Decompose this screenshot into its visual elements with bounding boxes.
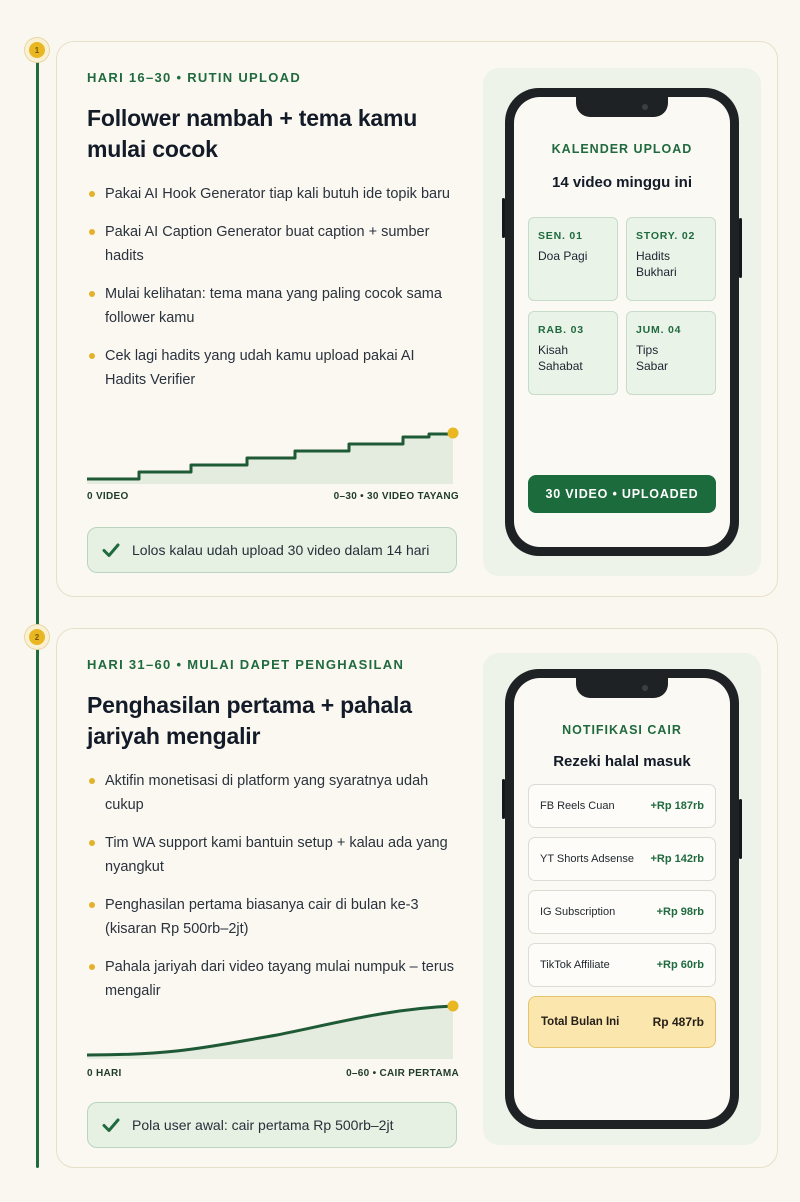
progress-step-chart: [87, 422, 459, 486]
chart-start-label: 0 HARI: [87, 1068, 122, 1079]
calendar-topic: Hadits Bukhari: [636, 249, 677, 279]
total-amount: Rp 487rb: [652, 1015, 704, 1029]
list-item: Pahala jariyah dari video tayang mulai numpuk – terus mengalir: [87, 955, 459, 1003]
check-icon: [102, 541, 120, 559]
calendar-topic: Tips Sabar: [636, 343, 669, 373]
payout-list: [528, 784, 716, 996]
pass-criteria-text: Pola user awal: cair pertama Rp 500rb–2jt: [132, 1117, 394, 1133]
screen-eyebrow: NOTIFIKASI CAIR: [562, 723, 682, 737]
chart-area: [87, 1006, 453, 1059]
calendar-topic: Kisah Sahabat: [538, 343, 583, 373]
calendar-day[interactable]: [626, 311, 716, 395]
phone-panel: [483, 68, 761, 576]
chart-end-dot: [448, 1001, 459, 1012]
payout-source: YT Shorts Adsense: [540, 853, 634, 865]
screen-eyebrow: KALENDER UPLOAD: [551, 142, 693, 156]
payout-row[interactable]: [528, 784, 716, 828]
screen-title: 14 video minggu ini: [551, 174, 693, 191]
calendar-day[interactable]: [626, 217, 716, 301]
pass-criteria-box: [87, 527, 457, 573]
stage-2-text: [87, 657, 459, 1017]
phone-notch: [576, 97, 668, 117]
calendar-day-label: RAB. 03: [538, 324, 584, 336]
payout-source: FB Reels Cuan: [540, 800, 615, 812]
pass-criteria-text: Lolos kalau udah upload 30 video dalam 14 hari: [132, 542, 430, 558]
income-growth-chart: [87, 997, 459, 1061]
payout-row[interactable]: [528, 837, 716, 881]
payout-amount: +Rp 98rb: [656, 906, 704, 918]
phone-notch: [576, 678, 668, 698]
list-item: Pakai AI Hook Generator tiap kali butuh ide topik baru: [87, 182, 459, 206]
list-item: Aktifin monetisasi di platform yang syaratnya udah cukup: [87, 769, 459, 817]
phone-mockup: [505, 88, 739, 556]
timeline-marker-1: 1: [25, 38, 49, 62]
total-label: Total Bulan Ini: [541, 1016, 620, 1028]
calendar-day-label: STORY. 02: [636, 230, 696, 242]
list-item: Pakai AI Caption Generator buat caption + sumber hadits: [87, 220, 459, 268]
uploaded-button[interactable]: 30 VIDEO • UPLOADED: [528, 475, 716, 513]
calendar-topic: Doa Pagi: [538, 249, 588, 263]
stage-card-2: [56, 628, 778, 1168]
screen-title: Rezeki halal masuk: [553, 753, 691, 770]
timeline-line: [36, 50, 39, 1168]
stage-1-text: [87, 70, 459, 406]
stage-eyebrow: HARI 31–60 • MULAI DAPET PENGHASILAN: [87, 657, 405, 672]
bullet-list: [87, 182, 459, 392]
chart-axis-labels: [87, 491, 459, 502]
payout-source: IG Subscription: [540, 906, 616, 918]
chart-axis-labels: [87, 1068, 459, 1079]
bullet-list: [87, 769, 459, 1003]
chart-end-label: 0–60 • CAIR PERTAMA: [346, 1068, 459, 1079]
payout-source: TikTok Affiliate: [540, 959, 610, 971]
payout-row[interactable]: [528, 943, 716, 987]
stage-card-1: [56, 41, 778, 597]
chart-end-label: 0–30 • 30 VIDEO TAYANG: [333, 491, 459, 502]
list-item: Cek lagi hadits yang udah kamu upload pakai AI Hadits Verifier: [87, 344, 459, 392]
payout-amount: +Rp 187rb: [650, 800, 704, 812]
monthly-total-box: [528, 996, 716, 1048]
phone-panel: [483, 653, 761, 1145]
phone-screen: [514, 97, 730, 547]
calendar-day-label: JUM. 04: [636, 324, 682, 336]
chart-end-dot: [448, 428, 459, 439]
calendar-day[interactable]: [528, 217, 618, 301]
list-item: Mulai kelihatan: tema mana yang paling cocok sama follower kamu: [87, 282, 459, 330]
list-item: Penghasilan pertama biasanya cair di bulan ke-3 (kisaran Rp 500rb–2jt): [87, 893, 459, 941]
timeline-marker-2: 2: [25, 625, 49, 649]
upload-calendar: [528, 217, 716, 395]
check-icon: [102, 1116, 120, 1134]
stage-title: Penghasilan pertama + pahala jariyah mengalir: [87, 692, 412, 749]
chart-start-label: 0 VIDEO: [87, 491, 129, 502]
list-item: Tim WA support kami bantuin setup + kalau ada yang nyangkut: [87, 831, 459, 879]
payout-amount: +Rp 142rb: [650, 853, 704, 865]
phone-mockup: [505, 669, 739, 1129]
calendar-day[interactable]: [528, 311, 618, 395]
phone-screen: [514, 678, 730, 1120]
pass-criteria-box: [87, 1102, 457, 1148]
payout-row[interactable]: [528, 890, 716, 934]
stage-eyebrow: HARI 16–30 • RUTIN UPLOAD: [87, 70, 302, 85]
payout-amount: +Rp 60rb: [656, 959, 704, 971]
calendar-day-label: SEN. 01: [538, 230, 583, 242]
stage-title: Follower nambah + tema kamu mulai cocok: [87, 105, 418, 162]
